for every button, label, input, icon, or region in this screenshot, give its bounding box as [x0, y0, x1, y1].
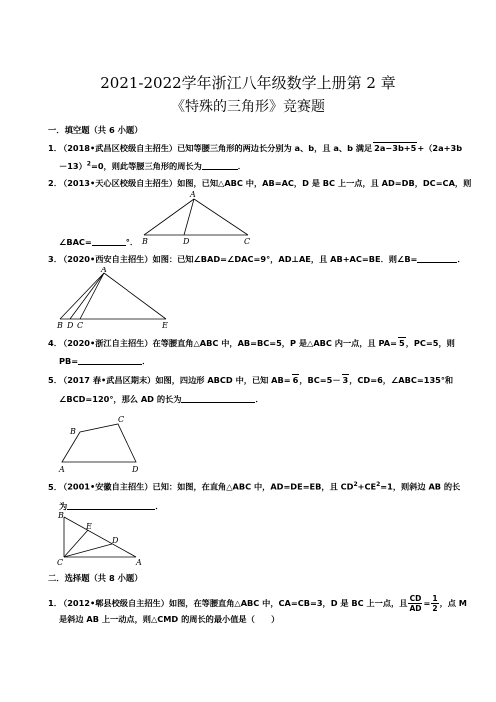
label-b: B [58, 511, 64, 520]
superscript: 2 [376, 481, 381, 488]
question-text: （2001•安徽自主招生）已知：如图，在直角△ABC 中，AD=DE=EB，且 CD [59, 481, 354, 492]
answer-blank[interactable] [78, 355, 142, 365]
fraction-numerator: 1 [432, 594, 438, 603]
question-text: ，点 M [439, 598, 467, 608]
label-e: E [162, 321, 168, 330]
segment-ad [184, 199, 194, 235]
label-c: C [77, 321, 84, 330]
figure-right-triangle-abc [54, 511, 146, 567]
label-e: E [86, 522, 92, 531]
question-1-continued [59, 160, 246, 172]
question-text: （2020•西安自主招生）如图：已知∠BAD=∠DAC=9°，AD⊥AE，且 AB+AC=BE．则∠B= [59, 254, 418, 264]
label-c: C [57, 558, 64, 567]
label-d: D [132, 465, 139, 474]
question-text: ． [255, 394, 264, 404]
fraction-numerator: CD [409, 594, 422, 603]
answer-blank[interactable] [202, 160, 238, 170]
segment-cd [64, 544, 112, 557]
label-b: B [70, 427, 76, 436]
choice-question-1 [48, 594, 467, 613]
question-text: = [423, 598, 431, 608]
document-subtitle: 《特殊的三角形》竞赛题 [171, 99, 325, 115]
answer-blank[interactable] [181, 393, 255, 403]
question-6 [48, 481, 461, 493]
question-number: 3． [48, 254, 62, 264]
question-4-continued [59, 355, 150, 367]
question-text: PB= [59, 356, 79, 366]
question-number: 1． [48, 598, 62, 608]
question-text: ，PC=5，则 [405, 338, 455, 348]
question-text: +CE [357, 481, 377, 492]
question-text: ，BC=5－ [299, 375, 341, 385]
question-number: 5． [48, 481, 62, 492]
question-text: （2017 春•武昌区期末）如图，四边形 ABCD 中，已知 AB= [59, 375, 291, 385]
question-text: ． [457, 254, 466, 264]
figure-triangle-abc [138, 190, 258, 246]
label-a: A [190, 190, 196, 199]
segment-ac [80, 273, 104, 319]
question-1 [48, 142, 463, 154]
choice-question-1-continued: 是斜边 AB 上一动点，则△CMD 的周长的最小值是（ ） [59, 614, 280, 624]
section-multiple-choice: 二．选择题（共 8 小题） [48, 573, 143, 583]
question-4 [48, 337, 455, 349]
segment-ca [194, 199, 248, 235]
question-2 [48, 178, 472, 189]
fraction-denominator: AD [409, 604, 422, 613]
fraction-cd-ad [408, 594, 422, 613]
segment-ad [70, 273, 104, 319]
question-5-continued [59, 393, 264, 405]
figure-triangle-abe [54, 267, 178, 331]
question-2-continued [59, 236, 138, 248]
question-text: =1，则斜边 AB 的长 [380, 481, 461, 492]
segment-ea [104, 273, 166, 319]
question-number: 5． [48, 375, 62, 385]
question-text: （2018•武昌区校级自主招生）已知等腰三角形的两边长分别为 a、b，且 a、b 满足 [59, 143, 373, 153]
question-5 [48, 374, 452, 386]
segment-ab [64, 517, 136, 557]
question-text: （2013•天心区校级自主招生）如图，已知△ABC 中，AB=AC，D 是 BC 上一点，且 AD=DB，DC=CA，则 [59, 178, 472, 188]
fraction-denominator: 2 [432, 604, 438, 613]
answer-blank[interactable] [92, 236, 126, 246]
label-d: D [112, 536, 119, 545]
question-number: 2． [48, 178, 62, 188]
label-b: B [142, 237, 148, 246]
question-text: ∠BAC= [59, 237, 92, 247]
answer-blank[interactable] [67, 500, 155, 510]
answer-blank[interactable] [417, 253, 457, 263]
sqrt-expression: 2a−3b+5 [374, 143, 417, 153]
question-text: ． [142, 356, 151, 366]
question-text: ． [155, 501, 164, 511]
question-text: =0，则此等腰三角形的周长为 [90, 161, 202, 171]
figure-quadrilateral-abcd [56, 410, 148, 474]
question-text: 为 [59, 501, 68, 511]
label-d: D [183, 237, 190, 246]
segment-ab [144, 199, 194, 235]
question-number: 1． [48, 143, 62, 153]
label-d: D [67, 321, 74, 330]
sqrt-expression: 3 [342, 375, 349, 385]
superscript: 2 [353, 481, 358, 488]
question-number: 4． [48, 338, 62, 348]
question-3 [48, 253, 466, 265]
question-text: （2020•浙江自主招生）在等腰直角△ABC 中，AB=BC=5，P 是△ABC 内一点，且 PA= [59, 338, 398, 348]
question-text: －13） [59, 161, 87, 171]
label-c: C [118, 415, 125, 424]
document-title: 2021-2022学年浙江八年级数学上册第 2 章 [100, 74, 396, 92]
fraction-one-half [431, 594, 438, 613]
label-c: C [244, 237, 251, 246]
label-b: B [57, 321, 63, 330]
section-fill-blank: 一．填空题（共 6 小题） [48, 125, 143, 135]
question-text: ∠BCD=120°，那么 AD 的长为 [59, 394, 182, 404]
segment-ce [64, 530, 88, 557]
question-text: +（2a+3b [417, 143, 463, 153]
label-a: A [136, 558, 142, 567]
label-a: A [59, 465, 65, 474]
superscript: 2 [86, 160, 91, 168]
question-text: ，CD=6，∠ABC=135°和 [349, 375, 454, 385]
question-text: （2012•郫县校级自主招生）如图，在等腰直角△ABC 中，CA=CB=3，D 是 BC 上一点，且 [59, 598, 408, 608]
sqrt-expression: 5 [399, 338, 405, 348]
sqrt-expression: 6 [292, 375, 299, 385]
question-text: ． [237, 161, 246, 171]
label-a: A [101, 267, 107, 274]
question-text: °． [125, 237, 139, 247]
segment-ab [60, 273, 104, 319]
